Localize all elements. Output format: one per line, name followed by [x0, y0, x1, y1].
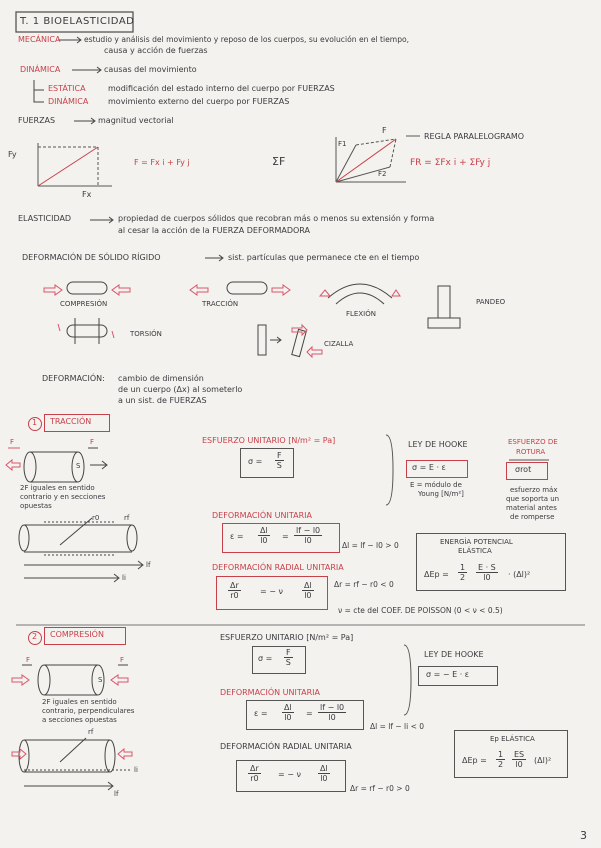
compresion-energia-den2: l0 [515, 760, 523, 769]
traccion-radial-den2: l0 [304, 591, 312, 600]
traccion-deform-den2: l0 [304, 536, 312, 545]
traccion-poisson: ν = cte del COEF. DE POISSON (0 < ν < 0.5) [338, 606, 503, 615]
traccion-deform-title: DEFORMACIÓN UNITARIA [212, 511, 313, 520]
compresion-energia-lhs: ΔEp = [462, 756, 487, 765]
traccion-hooke-formula: σ = E · ε [412, 463, 446, 472]
mecanica-def-1: estudio y análisis del movimiento y reposo de los cuerpos, su evolución en el tiempo, [84, 35, 410, 44]
compresion-esfuerzo-lhs: σ = [258, 654, 273, 663]
compresion-deform-num1: Δl [284, 703, 292, 712]
traccion-li: li [122, 574, 126, 582]
compresion-deform-cond: Δl = lf − li < 0 [370, 722, 425, 731]
compresion-note-2: contrario, perpendiculares [42, 707, 135, 715]
f1-vector-label: F1 [338, 140, 347, 148]
energia-title-1: ENERGÍA POTENCIAL [440, 538, 513, 546]
compresion-radial-title: DEFORMACIÓN RADIAL UNITARIA [220, 742, 352, 751]
fuerzas-def: magnitud vectorial [98, 116, 174, 125]
traccion-rf: rf [124, 514, 130, 522]
rotura-title-1: ESFUERZO DE [508, 438, 558, 446]
pandeo-label: PANDEO [476, 298, 506, 306]
traccion-hooke-title: LEY DE HOOKE [408, 440, 468, 449]
traccion-radial-num1: Δr [230, 581, 239, 590]
compresion-deform-den2: l0 [328, 713, 336, 722]
formula-fr: FR = ΣFx i + ΣFy j [410, 158, 491, 168]
compresion-energia-rhs: (Δl)² [534, 756, 552, 765]
compresion-li: li [134, 766, 138, 774]
energia-num1: 1 [460, 563, 466, 572]
solido-desc: sist. partículas que permanece cte en el tiempo [228, 253, 420, 262]
page-number: 3 [580, 829, 587, 842]
compresion-radial-frac2 [318, 764, 330, 783]
fy-label: Fy [8, 150, 17, 159]
traccion-lf: lf [146, 561, 151, 569]
traccion-esfuerzo-lhs: σ = [248, 457, 263, 466]
sum-f: ΣF [272, 155, 286, 168]
regla-label: REGLA PARALELOGRAMO [424, 132, 525, 141]
traccion-esfuerzo-frac [275, 451, 284, 470]
traccion-radial-den1: r0 [230, 591, 239, 600]
traccion-deform-eq: = [282, 532, 289, 541]
traccion-esfuerzo-num: F [277, 451, 282, 460]
compresion-energia-frac1 [496, 750, 505, 769]
compresion-hooke-formula: σ = − E · ε [426, 670, 470, 679]
compresion-radial-num2: Δl [320, 764, 328, 773]
rotura-symbol: σrot [515, 465, 532, 474]
compresion-esfuerzo-den: S [285, 658, 291, 667]
deformacion-def-3: a un sist. de FUERZAS [118, 396, 207, 405]
energia-rhs: · (Δl)² [508, 570, 531, 579]
elasticidad-def-2: al cesar la acción de la FUERZA DEFORMADORA [118, 226, 310, 235]
cizalla-label: CIZALLA [324, 340, 354, 348]
compresion-radial-eq: = − ν [278, 770, 301, 779]
compresion-deform-den1: l0 [284, 713, 292, 722]
mecanica-term: MECÁNICA [18, 35, 61, 44]
compresion-esfuerzo-num: F [286, 648, 291, 657]
energia-den2: l0 [483, 573, 491, 582]
estatica-term: ESTÁTICA [48, 84, 86, 93]
compresion-energia-den1: 2 [498, 760, 504, 769]
traccion-note-1: 2F iguales en sentido [20, 484, 95, 492]
energia-lhs: ΔEp = [424, 570, 449, 579]
torsion-label: TORSIÓN [130, 330, 162, 338]
elasticidad-def-1: propiedad de cuerpos sólidos que recobran más o menos su extensión y forma [118, 214, 435, 223]
traccion-deform-num1: Δl [260, 526, 268, 535]
fuerzas-term: FUERZAS [18, 116, 56, 125]
compresion-number: 2 [32, 632, 38, 641]
compresion-label: COMPRESIÓN [60, 300, 108, 308]
deformacion-def-2: de un cuerpo (Δx) al someterlo [118, 385, 243, 394]
compresion-esfuerzo-frac [284, 648, 293, 667]
compresion-f-right: F [120, 656, 125, 664]
compresion-lf: lf [114, 790, 119, 798]
dinamica-def: causas del movimiento [104, 65, 197, 74]
traccion-radial-num2: Δl [304, 581, 312, 590]
rotura-note-2: que soporta un [506, 495, 560, 503]
compresion-radial-cond: Δr = rf − r0 > 0 [350, 784, 410, 793]
energia-num2: E · S [478, 563, 496, 572]
traccion-esfuerzo-den: S [276, 461, 282, 470]
traccion-note-2: contrario y en secciones [20, 493, 106, 501]
traccion-label: TRACCIÓN [202, 300, 239, 308]
compresion-deform-eq: = [306, 709, 313, 718]
traccion-deform-den1: l0 [260, 536, 268, 545]
rotura-note-3: material antes [506, 504, 557, 512]
compresion-energia-title: Ep ELÁSTICA [490, 735, 535, 743]
traccion-deform-frac1 [258, 526, 270, 545]
dinamica-term: DINÁMICA [20, 65, 61, 74]
compresion-deform-frac1 [282, 703, 294, 722]
compresion-radial-den2: l0 [320, 774, 328, 783]
traccion-s-label: S [76, 462, 81, 470]
compresion-hooke-title: LEY DE HOOKE [424, 650, 484, 659]
traccion-number: 1 [32, 418, 38, 427]
f-vector-label: F [382, 126, 387, 135]
compresion-deform-num2: lf − l0 [320, 703, 345, 712]
solido-heading: DEFORMACIÓN DE SÓLIDO RÍGIDO [22, 253, 161, 262]
compresion-radial-frac1 [248, 764, 261, 783]
traccion-deform-num2: lf − l0 [296, 526, 321, 535]
traccion-deform-frac2 [294, 526, 322, 545]
traccion-radial-title: DEFORMACIÓN RADIAL UNITARIA [212, 563, 344, 572]
rotura-note-1: esfuerzo máx [510, 486, 558, 494]
traccion-radial-frac2 [302, 581, 314, 600]
traccion-r0: r0 [92, 514, 100, 522]
compresion-energia-frac2 [512, 750, 526, 769]
traccion-hooke-note-2: Young [N/m²] [418, 490, 464, 498]
fx-label: Fx [82, 190, 92, 199]
deformacion-def-1: cambio de dimensión [118, 374, 204, 383]
compresion-esfuerzo-title: ESFUERZO UNITARIO [N/m² = Pa] [220, 633, 354, 642]
traccion-deform-lhs: ε = [230, 532, 244, 541]
energia-title-2: ELÁSTICA [458, 547, 492, 555]
traccion-radial-eq: = − ν [260, 587, 283, 596]
estatica-def: modificación del estado interno del cuerpo por FUERZAS [108, 84, 335, 93]
compresion-f-left: F [26, 656, 31, 664]
formula-f: F = Fx i + Fy j [134, 158, 190, 167]
traccion-note-3: opuestas [20, 502, 52, 510]
compresion-rf: rf [88, 728, 94, 736]
mecanica-def-2: causa y acción de fuerzas [104, 46, 208, 55]
traccion-title: TRACCIÓN [50, 417, 92, 426]
compresion-s-label: S [98, 676, 103, 684]
traccion-esfuerzo-title: ESFUERZO UNITARIO [N/m² = Pa] [202, 436, 336, 445]
compresion-note-3: a secciones opuestas [42, 716, 117, 724]
rotura-note-4: de romperse [510, 513, 555, 521]
energia-frac1 [458, 563, 467, 582]
compresion-note-1: 2F iguales en sentido [42, 698, 117, 706]
compresion-energia-num2: ES [514, 750, 525, 759]
compresion-radial-den1: r0 [250, 774, 259, 783]
traccion-f-left: F [10, 438, 15, 446]
compresion-deform-title: DEFORMACIÓN UNITARIA [220, 688, 321, 697]
traccion-radial-cond: Δr = rf − r0 < 0 [334, 580, 394, 589]
compresion-radial-num1: Δr [250, 764, 259, 773]
energia-den1: 2 [460, 573, 466, 582]
traccion-deform-cond: Δl = lf − l0 > 0 [342, 541, 399, 550]
flexion-label: FLEXIÓN [346, 310, 376, 318]
rotura-title-2: ROTURA [516, 448, 546, 456]
deformacion-label: DEFORMACIÓN: [42, 374, 105, 383]
elasticidad-term: ELASTICIDAD [18, 214, 72, 223]
dinamica2-term: DINÁMICA [48, 97, 89, 106]
f2-vector-label: F2 [378, 170, 387, 178]
traccion-hooke-note-1: E = módulo de [410, 481, 462, 489]
compresion-title: COMPRESIÓN [50, 630, 104, 639]
dinamica2-def: movimiento externo del cuerpo por FUERZAS [108, 97, 290, 106]
traccion-f-right: F [90, 438, 95, 446]
compresion-energia-num1: 1 [498, 750, 504, 759]
traccion-radial-frac1 [228, 581, 241, 600]
compresion-deform-lhs: ε = [254, 709, 268, 718]
compresion-deform-frac2 [318, 703, 346, 722]
energia-frac2 [476, 563, 498, 582]
page-title: T. 1 BIOELASTICIDAD [20, 16, 135, 27]
